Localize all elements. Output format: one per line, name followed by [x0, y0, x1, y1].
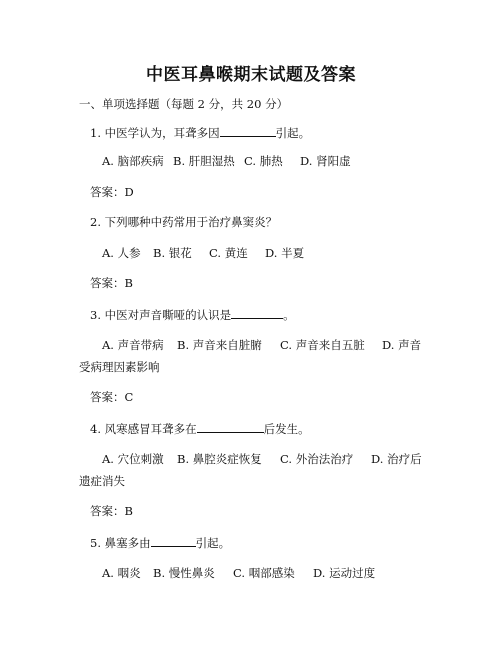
- question-4-options-cont: 遗症消失: [79, 474, 125, 488]
- option-b: B. 肝胆湿热: [173, 154, 235, 168]
- question-1: [90, 124, 310, 141]
- document-title: 中医耳鼻喉期末试题及答案: [146, 65, 356, 85]
- option-a: A. 咽炎: [102, 566, 141, 580]
- question-5-text: 5. 鼻塞多由: [90, 536, 151, 550]
- answer-1: 答案：D: [90, 185, 134, 199]
- answer-blank: [220, 124, 276, 137]
- question-5-options: [102, 565, 375, 581]
- option-b: B. 慢性鼻炎: [153, 566, 215, 580]
- option-a: A. 声音带病: [102, 338, 164, 352]
- option-a: A. 人参: [102, 246, 141, 260]
- question-1-text-end: 引起。: [275, 126, 311, 140]
- answer-2: 答案：B: [90, 276, 133, 290]
- question-4: [90, 420, 310, 437]
- question-2-options: [102, 245, 304, 261]
- option-c: C. 外治法治疗: [280, 452, 354, 466]
- option-d: D. 半夏: [265, 246, 305, 260]
- answer-3: 答案：C: [90, 390, 134, 404]
- question-3-text-end: 。: [283, 308, 295, 322]
- question-4-text-end: 后发生。: [263, 422, 310, 436]
- question-1-options: [102, 153, 351, 169]
- answer-4: 答案：B: [90, 504, 133, 518]
- option-d: D. 肾阳虚: [300, 154, 351, 168]
- option-c: C. 咽部感染: [233, 566, 295, 580]
- question-4-options: [102, 451, 422, 467]
- option-c: C. 黄连: [209, 246, 248, 260]
- section-heading: 一、单项选择题（每题 2 分，共 20 分）: [79, 97, 289, 111]
- option-b: B. 银花: [153, 246, 192, 260]
- question-1-text: 1. 中医学认为，耳聋多因: [90, 126, 220, 140]
- option-a: A. 脑部疾病: [102, 154, 164, 168]
- option-d: D. 运动过度: [313, 566, 376, 580]
- question-4-text: 4. 风寒感冒耳聋多在: [90, 422, 197, 436]
- question-3: [90, 306, 295, 323]
- option-a: A. 穴位刺激: [102, 452, 164, 466]
- option-d: D. 治疗后: [371, 452, 422, 466]
- question-3-options-cont: 受病理因素影响: [79, 360, 160, 374]
- answer-blank: [151, 534, 196, 547]
- option-c: C. 声音来自五脏: [280, 338, 365, 352]
- option-d: D. 声音: [382, 338, 422, 352]
- question-3-options: [102, 337, 421, 353]
- option-b: B. 鼻腔炎症恢复: [177, 452, 262, 466]
- option-b: B. 声音来自脏腑: [177, 338, 262, 352]
- question-5: [90, 534, 230, 551]
- answer-blank: [197, 420, 264, 433]
- question-5-text-end: 引起。: [195, 536, 231, 550]
- answer-blank: [231, 306, 283, 319]
- question-3-text: 3. 中医对声音嘶哑的认识是: [90, 308, 232, 322]
- question-2: 2. 下列哪种中药常用于治疗鼻窦炎？: [90, 215, 278, 229]
- option-c: C. 肺热: [244, 154, 283, 168]
